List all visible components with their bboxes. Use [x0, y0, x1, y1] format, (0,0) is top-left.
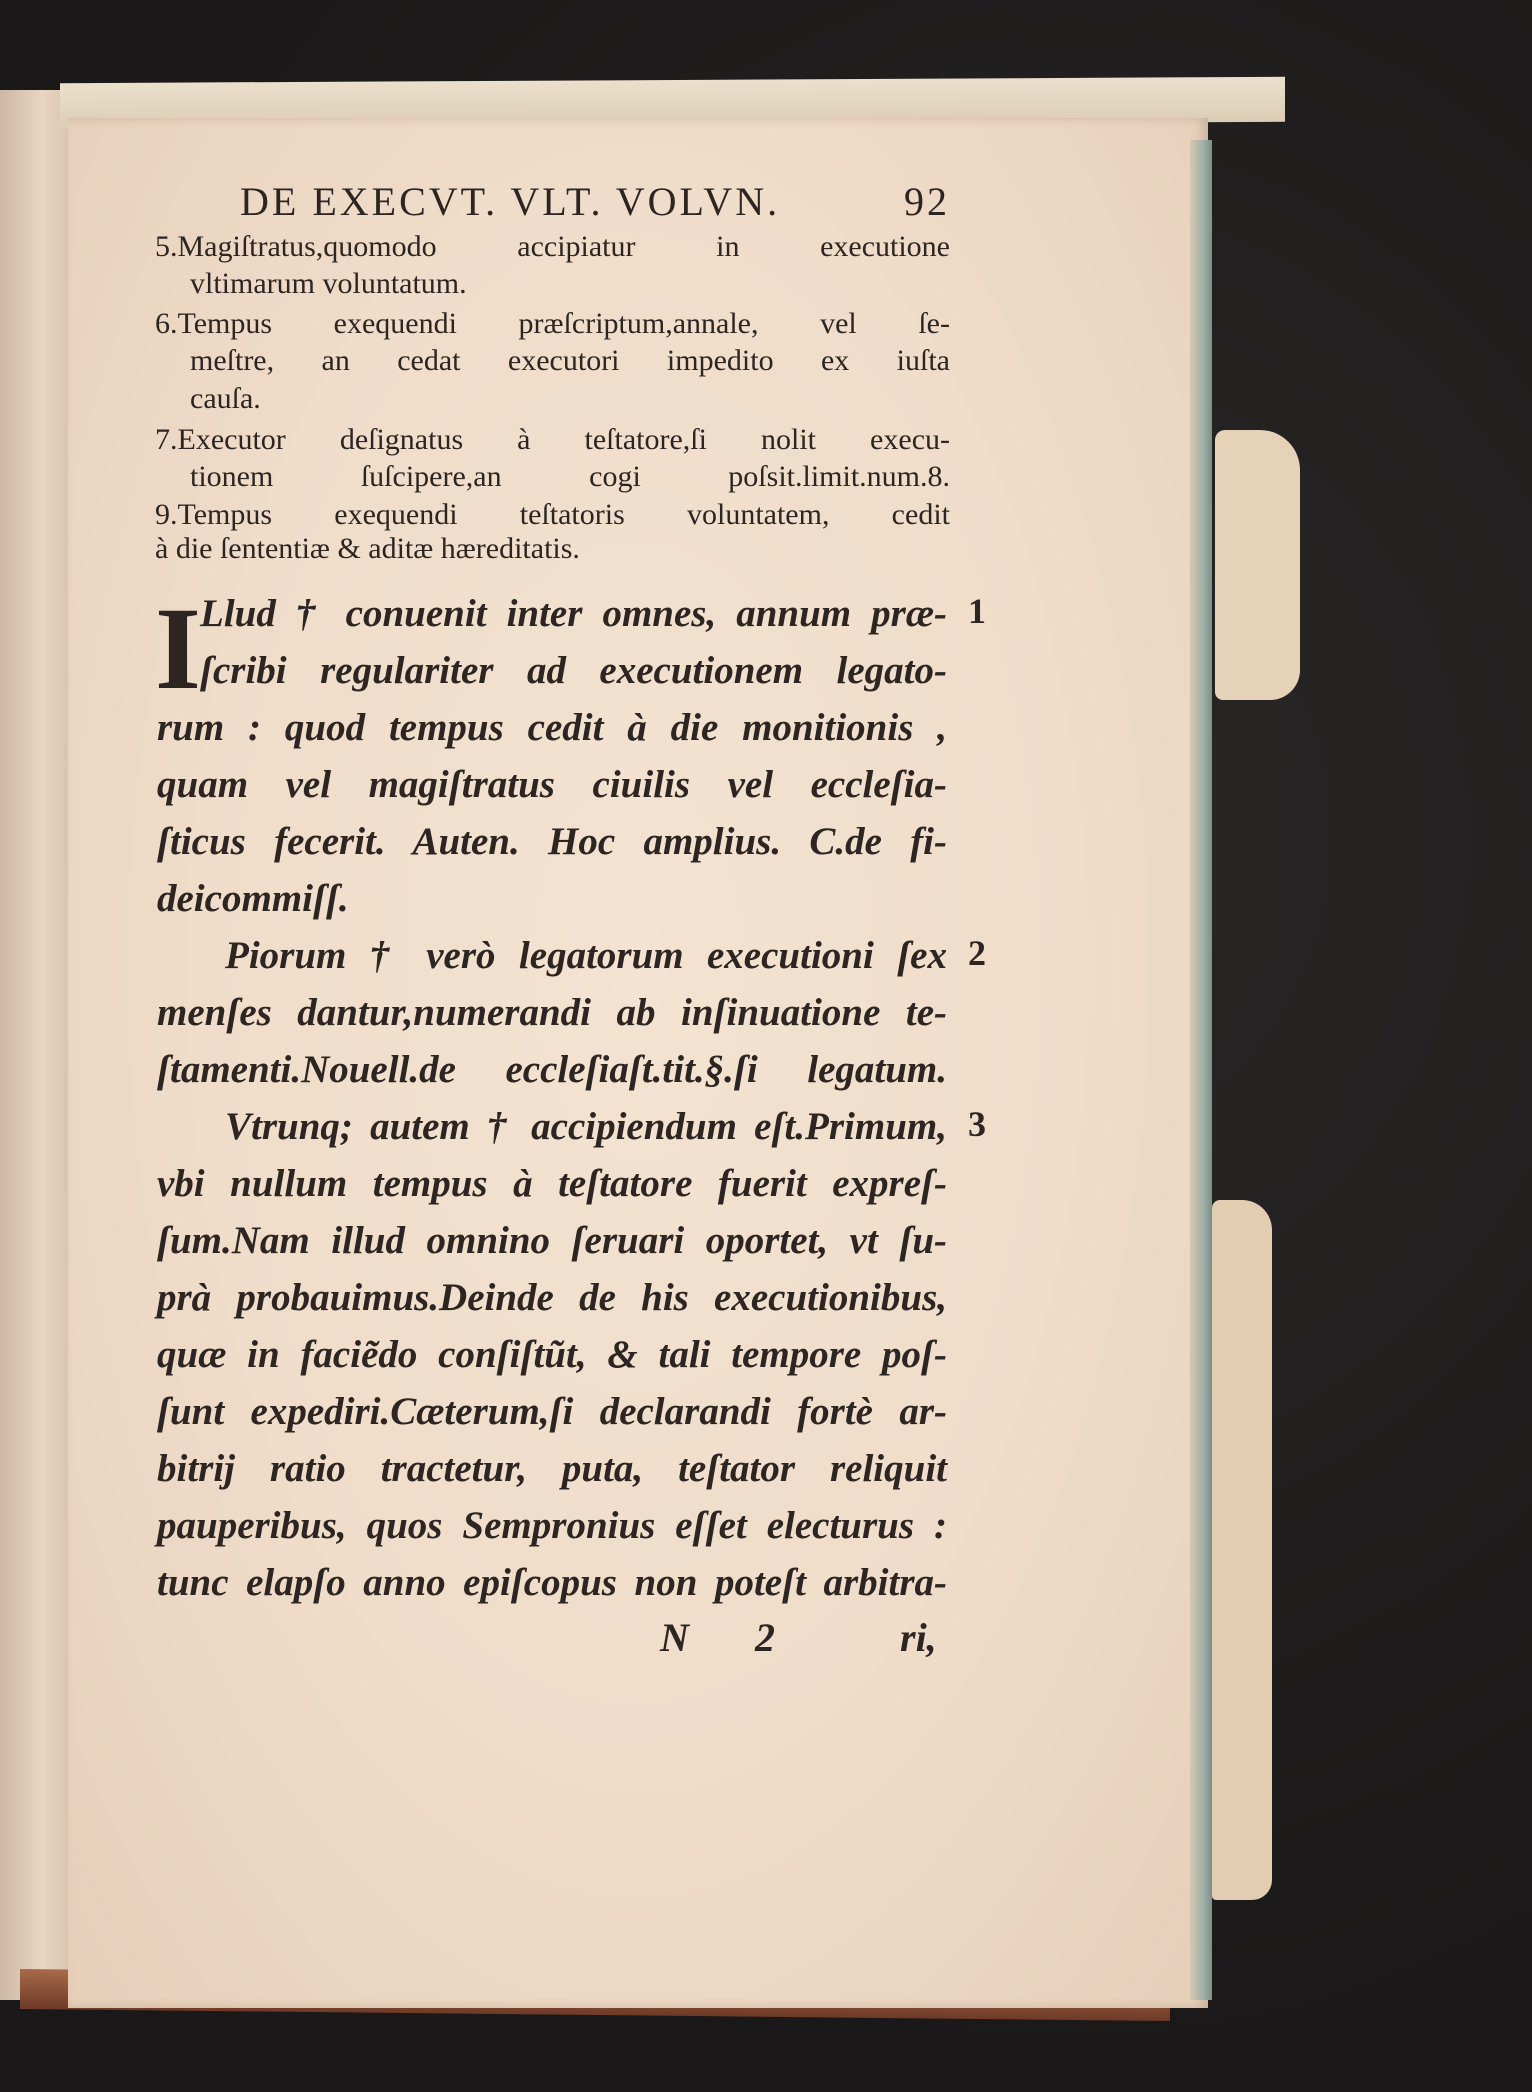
body-line: Vtrunq; autem † accipiendum eſt.Primum,: [225, 1105, 947, 1148]
torn-page-fragment: [1212, 1200, 1272, 1900]
page-fore-edge: [1190, 140, 1212, 2000]
summary-line: à die ſententiæ & aditæ hæreditatis.: [155, 532, 580, 565]
summary-line: 7.Executor deſignatus à teſtatore,ſi nolit execu-: [155, 423, 950, 456]
summary-line: vltimarum voluntatum.: [190, 267, 467, 300]
body-line: pauperibus, quos Sempronius eſſet electurus :: [157, 1504, 947, 1547]
catchword: ri,: [900, 1615, 937, 1660]
drop-cap: I: [155, 583, 201, 714]
summary-line: meſtre, an cedat executori impedito ex iuſta: [190, 344, 950, 377]
body-line: quam vel magiſtratus ciuilis vel eccleſia-: [157, 763, 947, 806]
body-line: menſes dantur,numerandi ab inſinuatione te-: [157, 991, 947, 1034]
body-line: ſticus fecerit. Auten. Hoc amplius. C.de fi-: [157, 820, 947, 863]
summary-line: cauſa.: [190, 382, 261, 415]
margin-number: 1: [968, 591, 986, 631]
summary-line: 9.Tempus exequendi teſtatoris voluntatem, cedit: [155, 498, 950, 531]
running-head: [240, 178, 950, 225]
body-line: bitrij ratio tractetur, puta, teſtator reliquit: [157, 1447, 947, 1490]
summary-line: 5.Magiſtratus,quomodo accipiatur in executione: [155, 230, 950, 263]
body-line: quæ in faciẽdo conſiſtũt, & tali tempore poſ-: [157, 1333, 947, 1376]
body-line: ſunt expediri.Cæterum,ſi declarandi fortè ar-: [157, 1390, 947, 1433]
body-line: ſcribi regulariter ad executionem legato-: [200, 649, 947, 692]
facing-page-edge: [0, 90, 72, 2000]
body-line: prà probauimus.Deinde de his executionibus,: [157, 1276, 947, 1319]
folio-number: 92: [904, 179, 950, 224]
torn-page-fragment: [1215, 430, 1300, 700]
body-line: rum : quod tempus cedit à die monitionis ,: [157, 706, 947, 749]
running-head-title: DE EXECVT. VLT. VOLVN.: [240, 179, 781, 224]
body-line: Piorum † verò legatorum executioni ſex: [225, 934, 947, 977]
body-line: vbi nullum tempus à teſtatore fuerit expreſ-: [157, 1162, 947, 1205]
summary-line: tionem ſuſcipere,an cogi poſsit.limit.num.8.: [190, 460, 950, 493]
margin-number: 3: [968, 1104, 986, 1144]
margin-number: 2: [968, 933, 986, 973]
body-line: tunc elapſo anno epiſcopus non poteſt arbitra-: [157, 1561, 947, 1604]
signature-mark: N: [660, 1615, 689, 1660]
body-line: ſtamenti.Nouell.de eccleſiaſt.tit.§.ſi legatum.: [157, 1048, 947, 1091]
body-line: deicommiſſ.: [157, 877, 349, 920]
summary-line: 6.Tempus exequendi præſcriptum,annale, vel ſe-: [155, 307, 950, 340]
body-line: ſum.Nam illud omnino ſeruari oportet, vt ſu-: [157, 1219, 947, 1262]
body-line: Llud † conuenit inter omnes, annum præ-: [200, 592, 947, 635]
signature-number: 2: [755, 1615, 775, 1660]
